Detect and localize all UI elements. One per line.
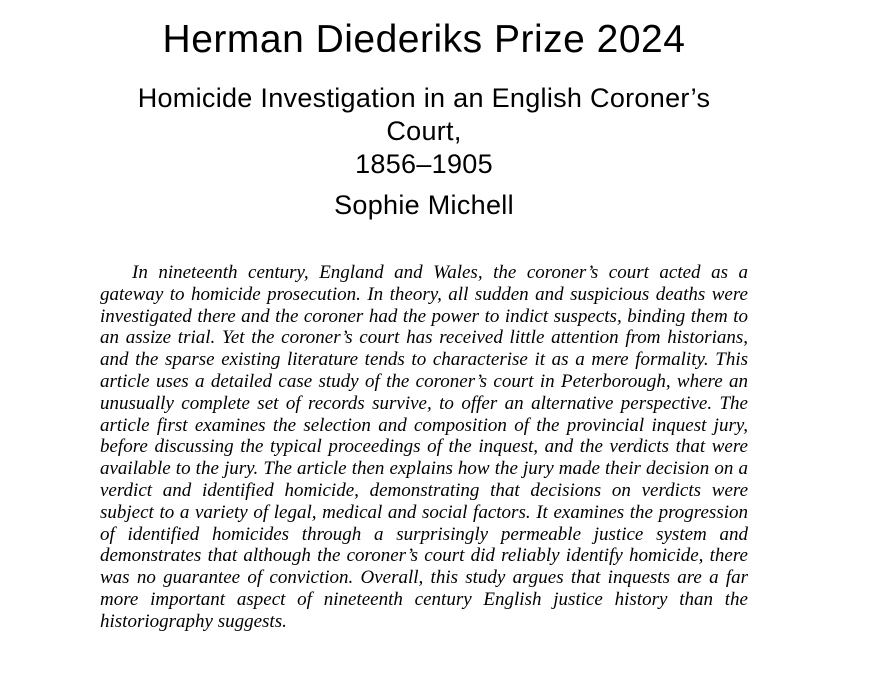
page-title: Herman Diederiks Prize 2024 — [162, 18, 686, 61]
paper-subtitle — [100, 82, 748, 181]
author-name: Sophie Michell — [334, 190, 514, 220]
abstract-paragraph: In nineteenth century, England and Wales, the coroner’s court acted as a gateway to homicide prosecution. In theory, all sudden and suspicious deaths were investigated there and the coroner had the power to indict suspects, binding them to an assize trial. Yet the coroner’s court has received little attention from historians, and the sparse existing literature tends to characterise it as a mere formality. This article uses a detailed case study of the coroner’s court in Peterborough, where an unusually complete set of records survive, to offer an alternative perspective. The article first examines the selection and composition of the provincial inquest jury, before discussing the typical proceedings of the inquest, and the verdicts that were available to the jury. The article then explains how the jury made their decision on a verdict and identified homicide, demonstrating that decisions on verdicts were subject to a variety of legal, medical and social factors. It examines the progression of identified homicides through a surprisingly permeable justice system and demonstrates that although the coroner’s court did reliably identify homicide, there was no guarantee of conviction. Overall, this study argues that inquests are a far more important aspect of nineteenth century English justice history than the historiography suggests. — [100, 262, 748, 632]
paper-subtitle-line2: 1856–1905 — [355, 149, 493, 179]
paper-subtitle-line1: Homicide Investigation in an English Coroner’s Court, — [137, 83, 711, 146]
